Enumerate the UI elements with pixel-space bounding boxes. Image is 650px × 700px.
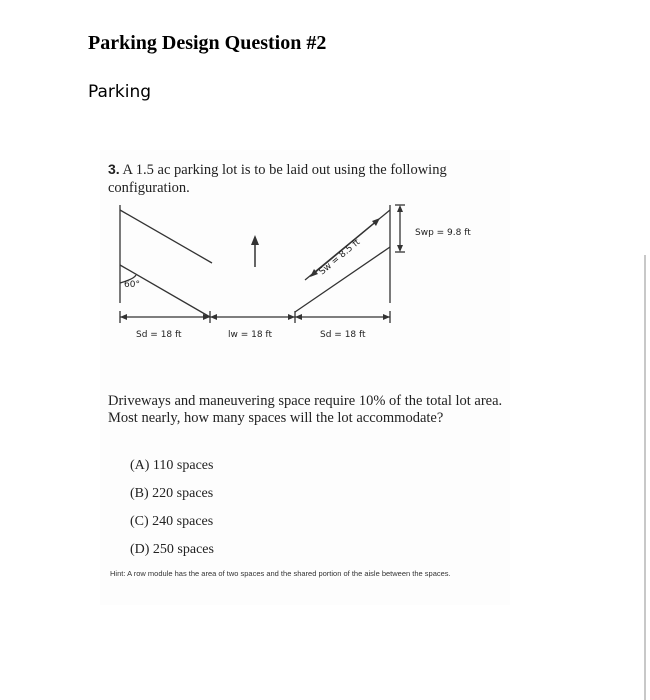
left-stall-line-bottom <box>120 265 210 317</box>
sw-label: Sw = 8.5 ft <box>317 237 363 278</box>
angle-label: 60° <box>124 280 140 290</box>
option-c: (C) 240 spaces <box>130 514 214 529</box>
question-number: 3. <box>108 161 120 177</box>
dim-arrow-mid-d <box>295 314 302 320</box>
lw-label: lw = 18 ft <box>228 330 272 340</box>
parking-layout-diagram <box>100 195 510 355</box>
option-a: (A) 110 spaces <box>130 458 214 473</box>
sd-left-label: Sd = 18 ft <box>136 330 182 340</box>
dim-arrow-mid-b <box>210 314 217 320</box>
answer-options <box>130 457 214 569</box>
dim-arrow-right <box>383 314 390 320</box>
swp-label: Swp = 9.8 ft <box>415 228 471 238</box>
swp-arrow-top <box>397 205 403 212</box>
page-title: Parking Design Question #2 <box>88 32 327 54</box>
page-subtitle: Parking <box>88 82 152 102</box>
option-b: (B) 220 spaces <box>130 486 214 501</box>
direction-arrow-head <box>251 235 259 245</box>
swp-arrow-bottom <box>397 245 403 252</box>
scrollbar[interactable] <box>644 255 646 700</box>
left-stall-line-top <box>120 210 212 263</box>
hint-text: Hint: A row module has the area of two spaces and the shared portion of the aisle between the spaces. <box>110 569 451 578</box>
sd-right-label: Sd = 18 ft <box>320 330 366 340</box>
dim-arrow-left <box>120 314 127 320</box>
option-d: (D) 250 spaces <box>130 542 214 557</box>
problem-image <box>100 150 510 605</box>
dim-arrow-mid-c <box>288 314 295 320</box>
question-statement <box>108 160 503 197</box>
question-paragraph: Driveways and maneuvering space require 10% of the total lot area. Most nearly, how many spaces will the lot accommodate? <box>108 393 503 426</box>
question-text: A 1.5 ac parking lot is to be laid out using the following configuration. <box>108 162 447 196</box>
